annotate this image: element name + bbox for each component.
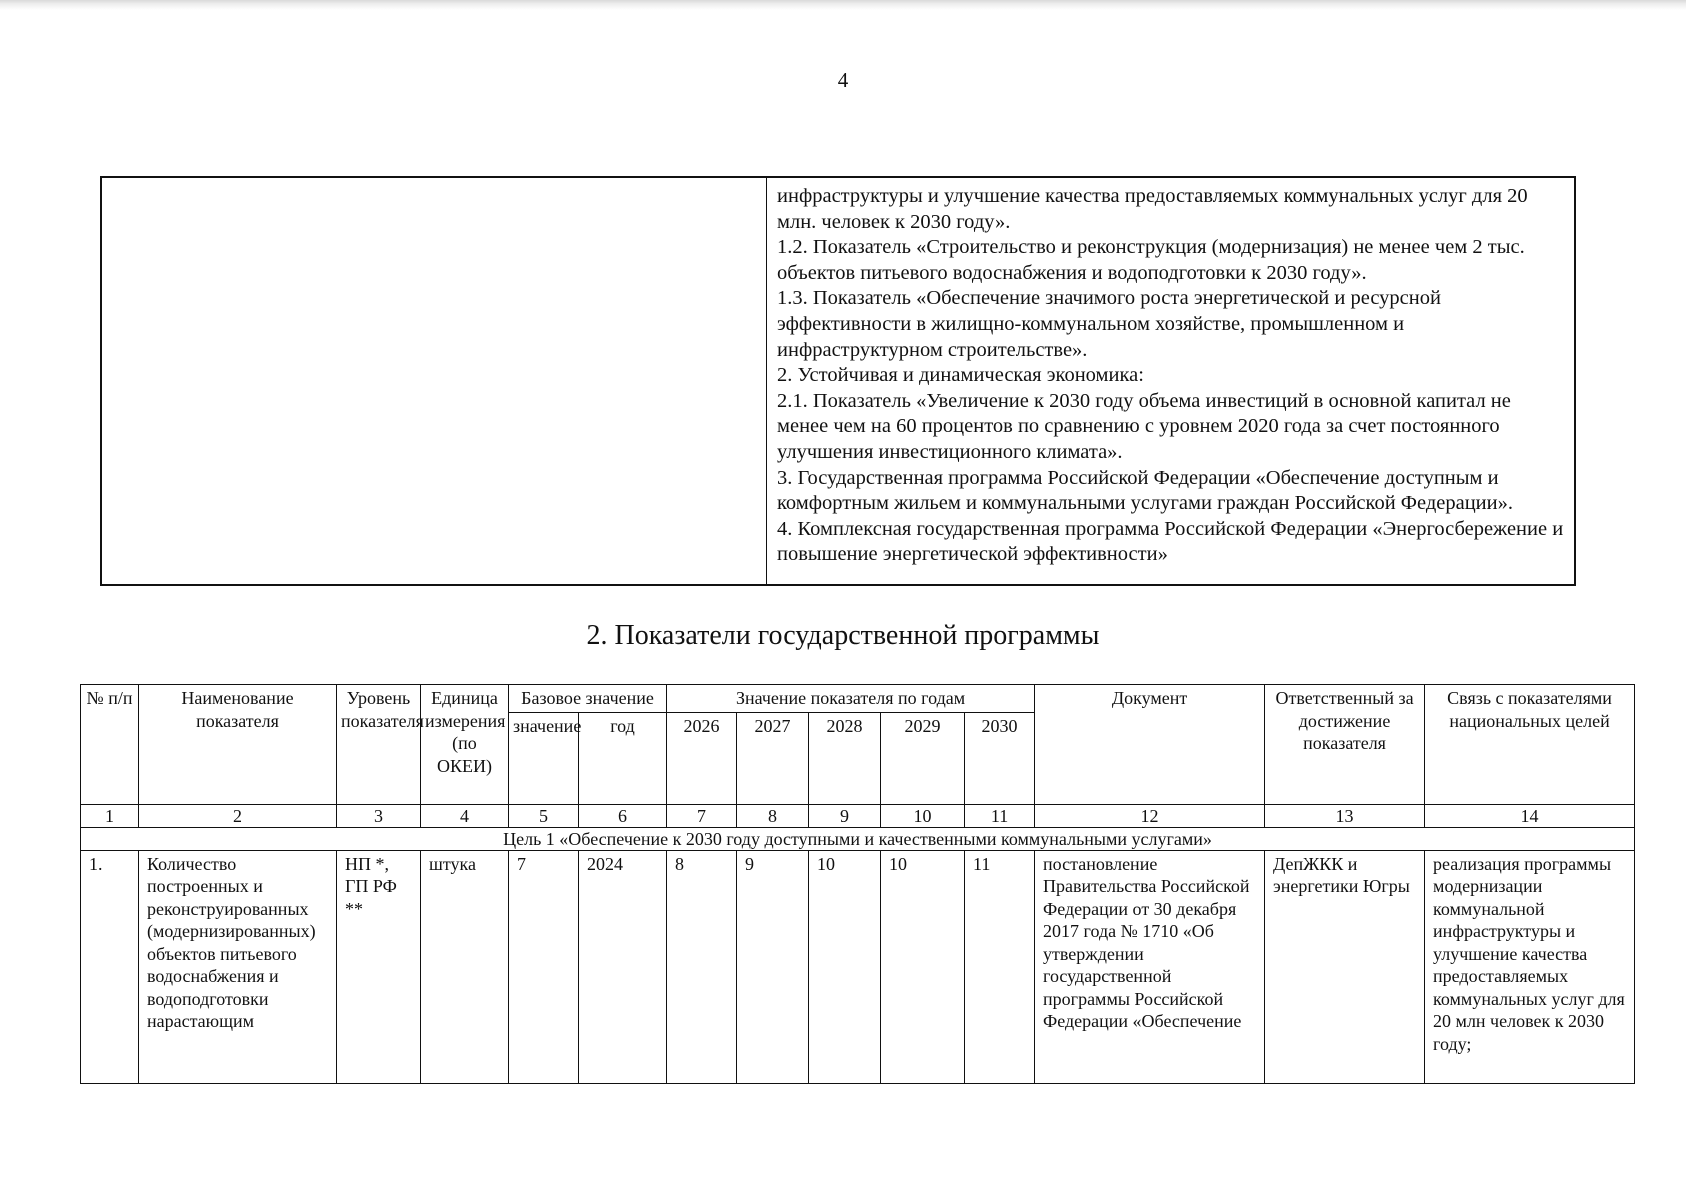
header-unit: Единица измерения (по ОКЕИ): [421, 685, 509, 805]
continuation-table-left-cell: [102, 178, 767, 584]
column-number: 7: [667, 804, 737, 827]
base-value: 7: [509, 850, 579, 1083]
responsible: ДепЖКК и энергетики Югры: [1265, 850, 1425, 1083]
column-number: 4: [421, 804, 509, 827]
scan-edge: [0, 0, 1686, 10]
header-year-2026: 2026: [667, 712, 737, 804]
value-2026: 8: [667, 850, 737, 1083]
goal-row: [81, 827, 1635, 850]
header-row-1: [81, 685, 1635, 713]
row-number: 1.: [81, 850, 139, 1083]
indicator-level: НП *, ГП РФ **: [337, 850, 421, 1083]
continuation-paragraph: инфраструктуры и улучшение качества предоставляемых коммунальных услуг для 20 млн. человек к 2030 году».: [777, 185, 1528, 233]
header-level: Уровень показателя: [337, 685, 421, 805]
continuation-table-right-cell: [767, 178, 1574, 584]
column-number: 13: [1265, 804, 1425, 827]
header-years-group: Значение показателя по годам: [667, 685, 1035, 713]
header-link: Связь с показателями национальных целей: [1425, 685, 1635, 805]
value-2028: 10: [809, 850, 881, 1083]
continuation-paragraph: 4. Комплексная государственная программа Российской Федерации «Энергосбережение и повышение энергетической эффективности»: [777, 517, 1564, 566]
document: постановление Правительства Российской Федерации от 30 декабря 2017 года № 1710 «Об утверждении государственной программы Российской Федерации «Обеспечение: [1035, 850, 1265, 1083]
value-2029: 10: [881, 850, 965, 1083]
goal-title: Цель 1 «Обеспечение к 2030 году доступными и качественными коммунальными услугами»: [81, 827, 1635, 850]
value-2030: 11: [965, 850, 1035, 1083]
page-number: 4: [837, 68, 849, 92]
header-base-year: год: [579, 712, 667, 804]
indicator-unit: штука: [421, 850, 509, 1083]
header-base-value-group: Базовое значение: [509, 685, 667, 713]
continuation-paragraph: 2.1. Показатель «Увеличение к 2030 году объема инвестиций в основной капитал не менее чем на 60 процентов по сравнению с уровнем 2020 года за счет постоянного улучшения инвестиционного климата».: [777, 389, 1511, 463]
continuation-paragraph: 1.3. Показатель «Обеспечение значимого роста энергетической и ресурсной эффективности в жилищно-коммунальном хозяйстве, промышленном и инфраструктурном строительстве».: [777, 287, 1441, 361]
continuation-paragraph: 1.2. Показатель «Строительство и реконструкция (модернизация) не менее чем 2 тыс. объектов питьевого водоснабжения и водоподготовки к 2030 году».: [777, 236, 1525, 284]
header-year-2028: 2028: [809, 712, 881, 804]
column-number: 5: [509, 804, 579, 827]
table-row: [81, 850, 1635, 1083]
indicator-name: Количество построенных и реконструированных (модернизированных) объектов питьевого водоснабжения и водоподготовки нарастающим: [139, 850, 337, 1083]
value-2027: 9: [737, 850, 809, 1083]
indicators-table: [80, 684, 1635, 1084]
column-number: 3: [337, 804, 421, 827]
column-number: 8: [737, 804, 809, 827]
header-base-value: значение: [509, 712, 579, 804]
header-year-2030: 2030: [965, 712, 1035, 804]
header-number: № п/п: [81, 685, 139, 805]
base-year: 2024: [579, 850, 667, 1083]
header-document: Документ: [1035, 685, 1265, 805]
column-number: 12: [1035, 804, 1265, 827]
continuation-paragraph: 3. Государственная программа Российской Федерации «Обеспечение доступным и комфортным жильем и коммунальными услугами граждан Российской Федерации».: [777, 466, 1513, 515]
column-number: 1: [81, 804, 139, 827]
national-goal-link: реализация программы модернизации коммунальной инфраструктуры и улучшение качества предоставляемых коммунальных услуг для 20 млн человек к 2030 году;: [1425, 850, 1635, 1083]
column-number: 10: [881, 804, 965, 827]
column-number: 2: [139, 804, 337, 827]
header-name: Наименование показателя: [139, 685, 337, 805]
continuation-paragraph: 2. Устойчивая и динамическая экономика:: [777, 364, 1144, 387]
column-number: 11: [965, 804, 1035, 827]
column-number: 9: [809, 804, 881, 827]
header-year-2027: 2027: [737, 712, 809, 804]
column-numbers-row: [81, 804, 1635, 827]
header-year-2029: 2029: [881, 712, 965, 804]
column-number: 6: [579, 804, 667, 827]
continuation-table: [100, 176, 1576, 586]
header-responsible: Ответственный за достижение показателя: [1265, 685, 1425, 805]
section-title: 2. Показатели государственной программы: [586, 620, 1100, 651]
column-number: 14: [1425, 804, 1635, 827]
